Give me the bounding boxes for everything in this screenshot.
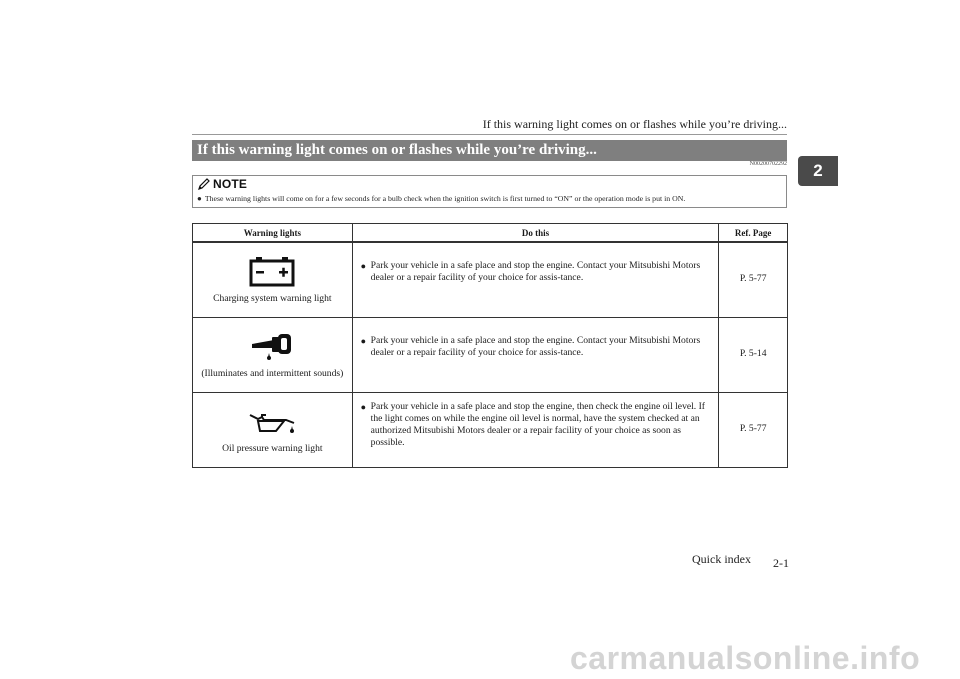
ref-page: P. 5-14 [739,347,767,359]
oil-level-icon [250,332,294,362]
header-rule [192,134,787,135]
table-header-row [193,224,788,243]
note-body: These warning lights will come on for a few seconds for a bulb check when the ignition switch is first turned to “ON” or the operation mode is put in ON. [204,194,686,203]
warning-light-cell [193,242,353,317]
action-text: Park your vehicle in a safe place and stop the engine, then check the engine oil level. If the light comes on while the engine oil level is normal, have the system checked at an authorized Mitsubishi Motors dealer or a repair facility of your choice as soon as possible. [370,400,705,448]
warning-light-cell [193,392,353,467]
running-header: If this warning light comes on or flashes while you’re driving... [482,117,787,131]
note-header [197,177,247,191]
footer-page-number: 2-1 [773,556,789,570]
warning-light-cell [193,317,353,392]
note-box [192,175,787,208]
section-title: If this warning light comes on or flashes while you’re driving... [192,140,787,161]
table-row [193,392,788,467]
table-row [193,317,788,392]
header-ref-page: Ref. Page [719,224,788,243]
warning-light-caption: Charging system warning light [213,293,332,304]
ref-page: P. 5-77 [739,422,767,434]
chapter-tab: 2 [798,156,838,186]
ref-page-cell [719,242,788,317]
ref-page-cell [719,317,788,392]
warning-light-caption: (Illuminates and intermittent sounds) [201,367,344,379]
doc-code: N00200702292 [749,161,787,167]
action-text: Park your vehicle in a safe place and stop the engine. Contact your Mitsubishi Motors dealer or a repair facility of your choice for assis-tance. [370,260,701,283]
do-this-cell [352,242,719,317]
watermark: carmanualsonline.info [570,640,921,676]
bullet-icon: ● [360,335,367,346]
ref-page-cell [719,392,788,467]
warning-lights-table [192,223,788,468]
battery-icon [249,255,295,287]
do-this-cell [352,392,719,467]
action-text: Park your vehicle in a safe place and stop the engine. Contact your Mitsubishi Motors dealer or a repair facility of your choice for assis-tance. [370,334,701,358]
note-text [197,194,685,203]
ref-page: P. 5-77 [739,273,767,284]
bullet-icon: ● [360,261,367,271]
header-warning-lights: Warning lights [193,224,353,243]
bullet-icon: ● [360,401,367,412]
note-label: NOTE [213,177,248,191]
warning-light-caption: Oil pressure warning light [222,442,323,454]
table-row [193,242,788,317]
footer-section: Quick index [692,552,751,566]
do-this-cell [352,317,719,392]
oil-pressure-icon [248,411,296,437]
pencil-icon [197,177,211,191]
bullet-icon: ● [197,194,202,203]
header-do-this: Do this [352,224,719,243]
